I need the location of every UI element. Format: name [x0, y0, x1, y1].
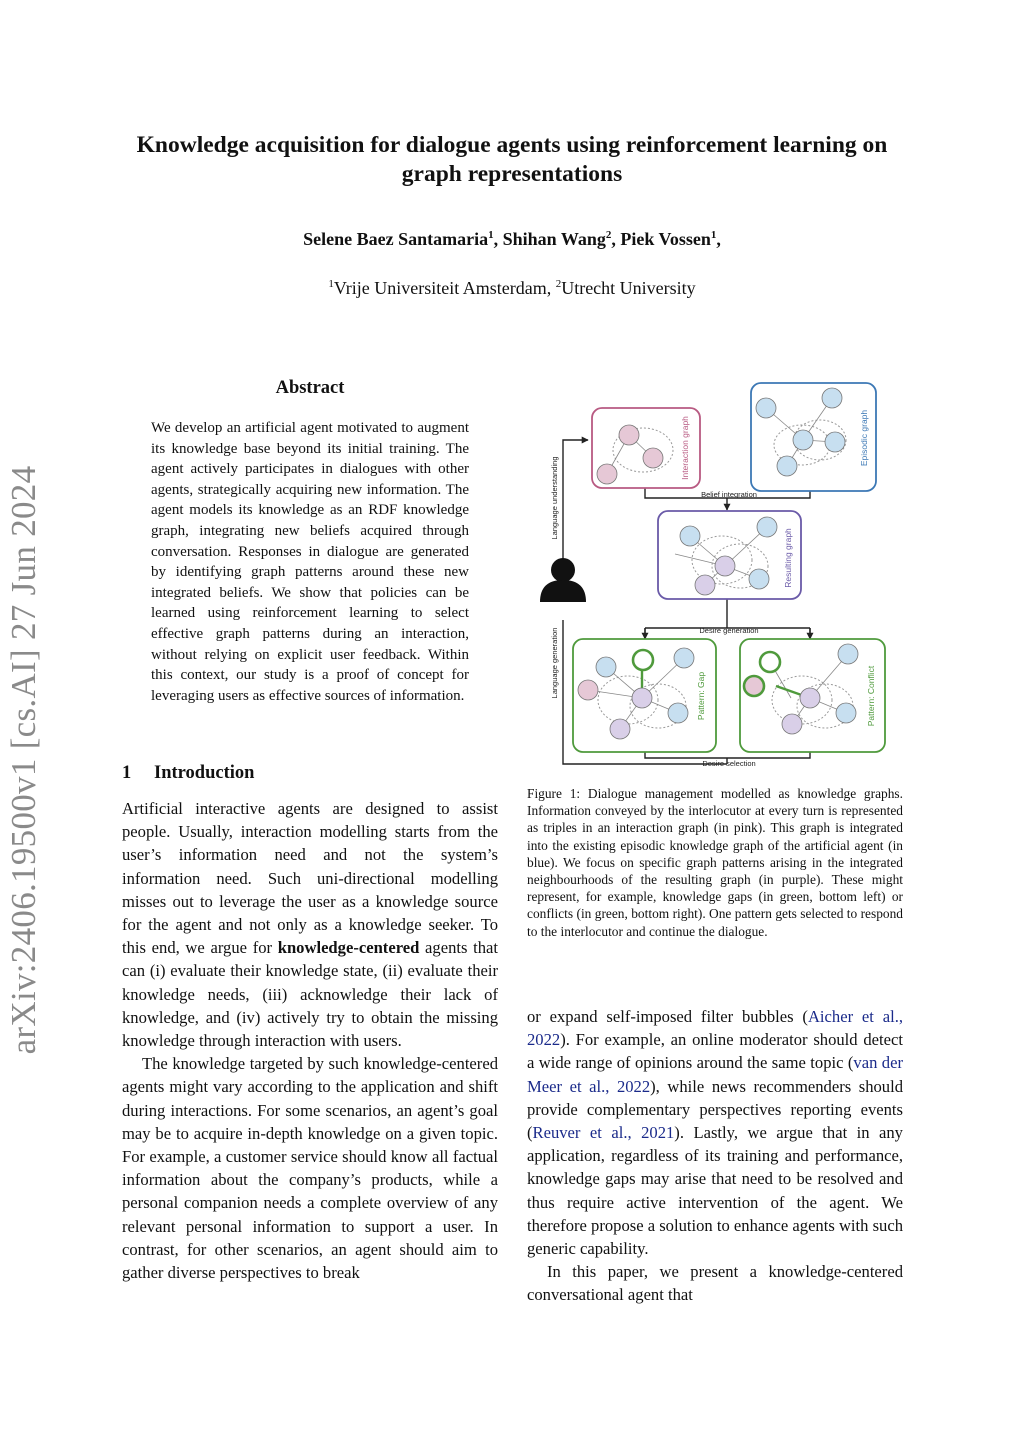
section-number: 1 [122, 763, 132, 783]
gap-node [633, 650, 653, 670]
language-understanding-arrow [563, 440, 588, 570]
author-name: Shihan Wang [502, 229, 606, 249]
arxiv-stamp [4, 465, 43, 1055]
node [825, 432, 845, 452]
intro-paragraph-1 [122, 797, 498, 1052]
author-separator: , [716, 229, 721, 249]
abstract-text: We develop an artificial agent motivated to augment its knowledge base beyond its initial training. The agent actively participates in dialogues with other agents, strategically acquiring new information. The agent models its knowledge as an RDF knowledge graph, integrating new beliefs acquired through conversation. Responses in dialogue are generated by identifying graph patterns around these new integrated beliefs. We show that policies can be learned using reinforcement learning to select effective graph patterns during an interaction, without relying on explicit user feedback. Within this context, our study is a proof of concept for leveraging users as effective sources of information. [151, 420, 469, 704]
node [619, 425, 639, 445]
author-name: Piek Vossen [620, 229, 711, 249]
author-affiliation-mark: 2 [605, 229, 612, 241]
caption-text: Dialogue management modelled as knowledge graphs. Information conveyed by the interlocutor at every turn is represented as triples in an interaction graph (in pink). This graph is integrated into the existing episodic knowledge graph of the artificial agent (in blue). We focus on specific graph patterns arising in the integrated neighbourhoods of the resulting graph (in purple). These might represent, for example, knowledge gaps (in green, bottom left) or conflicts (in green, bottom right). One pattern gets selected to respond to the interlocutor and continue the dialogue. [527, 786, 903, 939]
figure-caption [527, 785, 903, 940]
paragraph-text: or expand self-imposed filter bubbles ( [527, 1007, 808, 1026]
intro-paragraph-2: The knowledge targeted by such knowledge-centered agents might vary according to the application and shift during interactions. For some scenarios, an agent’s goal may be to acquire in-depth knowledge on a given topic. For example, a customer service should know all factual information about the company’s products, while a personal companion needs a complete overview of any relevant personal information to support a user. In contrast, for other scenarios, an agent should aim to gather diverse perspectives to break [122, 1054, 498, 1283]
desire-generation-label: Desire generation [699, 626, 759, 635]
conflict-node [760, 652, 780, 672]
affiliation-number: 1 [328, 278, 334, 290]
conflict-node [744, 676, 764, 696]
intro-paragraph-4: In this paper, we present a knowledge-centered conversational agent that [527, 1262, 903, 1305]
affiliation-number: 2 [555, 278, 562, 290]
author-separator: , [611, 229, 621, 249]
title-line-2: graph representations [401, 161, 623, 187]
node [610, 719, 630, 739]
desire-selection-label: Desire selection [702, 759, 756, 768]
node [793, 430, 813, 450]
node [578, 680, 598, 700]
node [777, 456, 797, 476]
intro-paragraph-3 [527, 1005, 903, 1260]
episodic-graph-label: Episodic graph [859, 409, 869, 467]
citation-link[interactable]: van der Meer et al., 2022 [527, 1053, 903, 1096]
resulting-graph-box [658, 511, 801, 599]
user-icon [540, 558, 586, 602]
node [800, 688, 820, 708]
affiliation-list [100, 278, 924, 299]
author-affiliation-mark: 1 [710, 229, 717, 241]
gap-pattern-box [573, 639, 716, 752]
author-separator: , [493, 229, 503, 249]
conflict-pattern-label: Pattern: Conflict [866, 665, 876, 727]
paragraph-text: agents that can (i) evaluate their knowledge state, (ii) evaluate their knowledge needs, (iii) acknowledge their lack of knowledge, and (iv) actively try to obtain the missing knowledge through interaction with users. [122, 938, 498, 1051]
citation-link[interactable]: Reuver et al., 2021 [532, 1123, 675, 1143]
paper-title [100, 131, 924, 189]
node [782, 714, 802, 734]
node [596, 657, 616, 677]
node [643, 448, 663, 468]
node [680, 526, 700, 546]
arxiv-stamp-text: arXiv:2406.19500v1 [cs.AI] 27 Jun 2024 [4, 465, 43, 1055]
author-affiliation-mark: 1 [488, 229, 494, 241]
paragraph-text: ). Lastly, we argue that in any application, regardless of its training and performance, knowledge gaps may arise that need to be resolved and thus require active intervention of the agent. We therefore propose a solution to enhance agents with such generic capability. [527, 1123, 904, 1259]
gap-pattern-label: Pattern: Gap [696, 671, 706, 721]
node [757, 517, 777, 537]
section-title: Introduction [154, 763, 255, 783]
node [715, 556, 735, 576]
paragraph-text: ). For example, an online moderator should detect a wide range of opinions around the same topic ( [527, 1030, 903, 1073]
node [822, 388, 842, 408]
node [695, 575, 715, 595]
interaction-graph-label: Interaction graph [680, 416, 690, 480]
author-list [100, 229, 924, 250]
right-column-body [527, 1005, 903, 1307]
paragraph-text: ), while news recommenders should provide complementary perspectives reporting events ( [527, 1076, 903, 1143]
affiliation-name: Utrecht University [561, 278, 696, 298]
node [749, 569, 769, 589]
language-understanding-label: Language understanding [550, 456, 559, 540]
affiliation-separator: , [546, 278, 556, 298]
paragraph-text: Artificial interactive agents are designed to assist people. Usually, interaction modelling starts from the user’s information need and not the system’s information need. Such uni-directional modelling misses out to leverage the user as a knowledge source for the agent and not only as a knowledge seeker. To this end, we argue for [122, 799, 498, 958]
affiliation-name: Vrije Universiteit Amsterdam [333, 278, 547, 298]
node [756, 398, 776, 418]
belief-integration-label: Belief integration [701, 490, 757, 499]
bold-term: knowledge-centered [277, 938, 420, 958]
node [597, 464, 617, 484]
author-name: Selene Baez Santamaria [303, 229, 489, 249]
resulting-graph-label: Resulting graph [783, 528, 793, 588]
abstract-heading: Abstract [275, 378, 345, 398]
node [836, 703, 856, 723]
caption-label: Figure 1: [527, 786, 581, 801]
title-line-1: Knowledge acquisition for dialogue agents using reinforcement learning on [136, 132, 888, 158]
episodic-graph-box [751, 383, 876, 491]
citation-link[interactable]: Aicher et al., 2022 [527, 1007, 903, 1050]
interaction-graph-box [592, 408, 700, 488]
figure-1-diagram [540, 380, 920, 770]
node [668, 703, 688, 723]
left-column-body [122, 797, 498, 1284]
node [674, 648, 694, 668]
conflict-pattern-box [740, 639, 885, 752]
language-generation-label: Language generation [550, 627, 559, 699]
node [838, 644, 858, 664]
section-heading [122, 763, 254, 784]
node [632, 688, 652, 708]
